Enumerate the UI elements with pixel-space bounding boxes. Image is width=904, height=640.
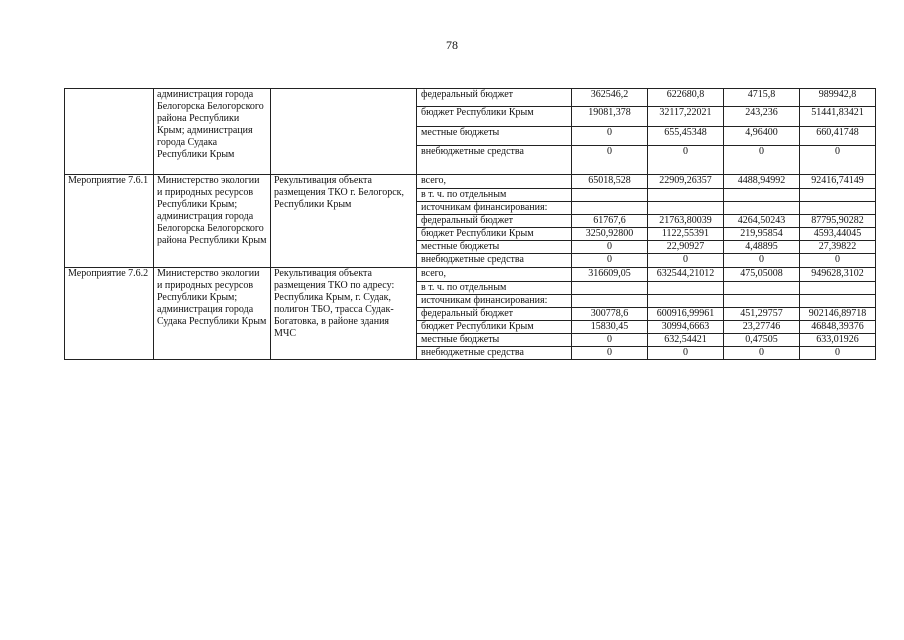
- amount-cell: 92416,74149: [800, 175, 876, 189]
- amount-cell: 4715,8: [724, 89, 800, 107]
- amount-cell: 300778,6: [572, 308, 648, 321]
- funding-source-label: источникам финансирования:: [417, 295, 572, 308]
- funding-source-label: в т. ч. по отдельным: [417, 282, 572, 295]
- amount-cell: 0: [648, 347, 724, 360]
- amount-cell: 0,47505: [724, 334, 800, 347]
- amount-cell: [800, 282, 876, 295]
- funding-source-label: источникам финансирования:: [417, 202, 572, 215]
- amount-cell: 0: [572, 146, 648, 175]
- amount-cell: 32117,22021: [648, 107, 724, 127]
- funding-source-label: федеральный бюджет: [417, 308, 572, 321]
- funding-source-label: бюджет Республики Крым: [417, 321, 572, 334]
- executor-cell: Министерство экологии и природных ресурсов Республики Крым; администрация города Белогорска Белогорского района Республики Крым: [154, 175, 271, 268]
- amount-cell: 243,236: [724, 107, 800, 127]
- amount-cell: [724, 295, 800, 308]
- amount-cell: 4488,94992: [724, 175, 800, 189]
- amount-cell: 989942,8: [800, 89, 876, 107]
- amount-cell: [724, 202, 800, 215]
- funding-source-label: бюджет Республики Крым: [417, 107, 572, 127]
- activity-name-cell: Мероприятие 7.6.2: [65, 268, 154, 360]
- amount-cell: 46848,39376: [800, 321, 876, 334]
- amount-cell: [648, 202, 724, 215]
- object-cell: Рекультивация объекта размещения ТКО г. Белогорск, Республики Крым: [271, 175, 417, 268]
- amount-cell: [800, 295, 876, 308]
- funding-source-label: внебюджетные средства: [417, 254, 572, 268]
- object-cell: Рекультивация объекта размещения ТКО по адресу: Республика Крым, г. Судак, полигон ТБО, трасса Судак-Богатовка, в районе здания МЧС: [271, 268, 417, 360]
- amount-cell: 0: [724, 146, 800, 175]
- amount-cell: 655,45348: [648, 127, 724, 146]
- amount-cell: 4,48895: [724, 241, 800, 254]
- amount-cell: [800, 189, 876, 202]
- funding-source-label: местные бюджеты: [417, 334, 572, 347]
- executor-cell: администрация города Белогорска Белогорского района Республики Крым; администрация города Судака Республики Крым: [154, 89, 271, 175]
- amount-cell: [648, 282, 724, 295]
- amount-cell: [648, 189, 724, 202]
- amount-cell: 362546,2: [572, 89, 648, 107]
- funding-source-label: федеральный бюджет: [417, 89, 572, 107]
- amount-cell: [572, 295, 648, 308]
- amount-cell: 633,01926: [800, 334, 876, 347]
- amount-cell: 949628,3102: [800, 268, 876, 282]
- amount-cell: 0: [648, 146, 724, 175]
- amount-cell: 0: [572, 334, 648, 347]
- activity-name-cell: [65, 89, 154, 175]
- page-number: 78: [446, 38, 458, 52]
- amount-cell: 23,27746: [724, 321, 800, 334]
- amount-cell: 65018,528: [572, 175, 648, 189]
- amount-cell: 51441,83421: [800, 107, 876, 127]
- amount-cell: 0: [800, 146, 876, 175]
- amount-cell: 61767,6: [572, 215, 648, 228]
- funding-source-label: внебюджетные средства: [417, 146, 572, 175]
- amount-cell: 21763,80039: [648, 215, 724, 228]
- amount-cell: 219,95854: [724, 228, 800, 241]
- table-row: [65, 175, 876, 189]
- amount-cell: 0: [572, 254, 648, 268]
- funding-source-label: в т. ч. по отдельным: [417, 189, 572, 202]
- amount-cell: 600916,99961: [648, 308, 724, 321]
- amount-cell: 0: [724, 347, 800, 360]
- budget-table: [64, 88, 876, 360]
- amount-cell: 0: [724, 254, 800, 268]
- amount-cell: 902146,89718: [800, 308, 876, 321]
- amount-cell: 0: [572, 127, 648, 146]
- amount-cell: 632544,21012: [648, 268, 724, 282]
- activity-name-cell: Мероприятие 7.6.1: [65, 175, 154, 268]
- amount-cell: 22,90927: [648, 241, 724, 254]
- amount-cell: [800, 202, 876, 215]
- amount-cell: 660,41748: [800, 127, 876, 146]
- amount-cell: 451,29757: [724, 308, 800, 321]
- amount-cell: [572, 189, 648, 202]
- funding-source-label: местные бюджеты: [417, 127, 572, 146]
- amount-cell: 0: [800, 347, 876, 360]
- executor-cell: Министерство экологии и природных ресурсов Республики Крым; администрация города Судака Республики Крым: [154, 268, 271, 360]
- amount-cell: 30994,6663: [648, 321, 724, 334]
- amount-cell: 19081,378: [572, 107, 648, 127]
- amount-cell: 0: [572, 347, 648, 360]
- amount-cell: 22909,26357: [648, 175, 724, 189]
- amount-cell: 27,39822: [800, 241, 876, 254]
- object-cell: [271, 89, 417, 175]
- funding-source-label: федеральный бюджет: [417, 215, 572, 228]
- amount-cell: 0: [800, 254, 876, 268]
- amount-cell: 3250,92800: [572, 228, 648, 241]
- funding-source-label: внебюджетные средства: [417, 347, 572, 360]
- amount-cell: 4,96400: [724, 127, 800, 146]
- amount-cell: 475,05008: [724, 268, 800, 282]
- amount-cell: 316609,05: [572, 268, 648, 282]
- amount-cell: 4264,50243: [724, 215, 800, 228]
- amount-cell: 0: [572, 241, 648, 254]
- amount-cell: 87795,90282: [800, 215, 876, 228]
- amount-cell: [724, 189, 800, 202]
- amount-cell: 622680,8: [648, 89, 724, 107]
- table-row: [65, 268, 876, 282]
- amount-cell: 0: [648, 254, 724, 268]
- funding-source-label: бюджет Республики Крым: [417, 228, 572, 241]
- amount-cell: 632,54421: [648, 334, 724, 347]
- funding-source-label: местные бюджеты: [417, 241, 572, 254]
- amount-cell: [724, 282, 800, 295]
- funding-source-label: всего,: [417, 175, 572, 189]
- amount-cell: [648, 295, 724, 308]
- amount-cell: [572, 282, 648, 295]
- amount-cell: 4593,44045: [800, 228, 876, 241]
- amount-cell: 1122,55391: [648, 228, 724, 241]
- amount-cell: 15830,45: [572, 321, 648, 334]
- amount-cell: [572, 202, 648, 215]
- table-row: [65, 89, 876, 107]
- funding-source-label: всего,: [417, 268, 572, 282]
